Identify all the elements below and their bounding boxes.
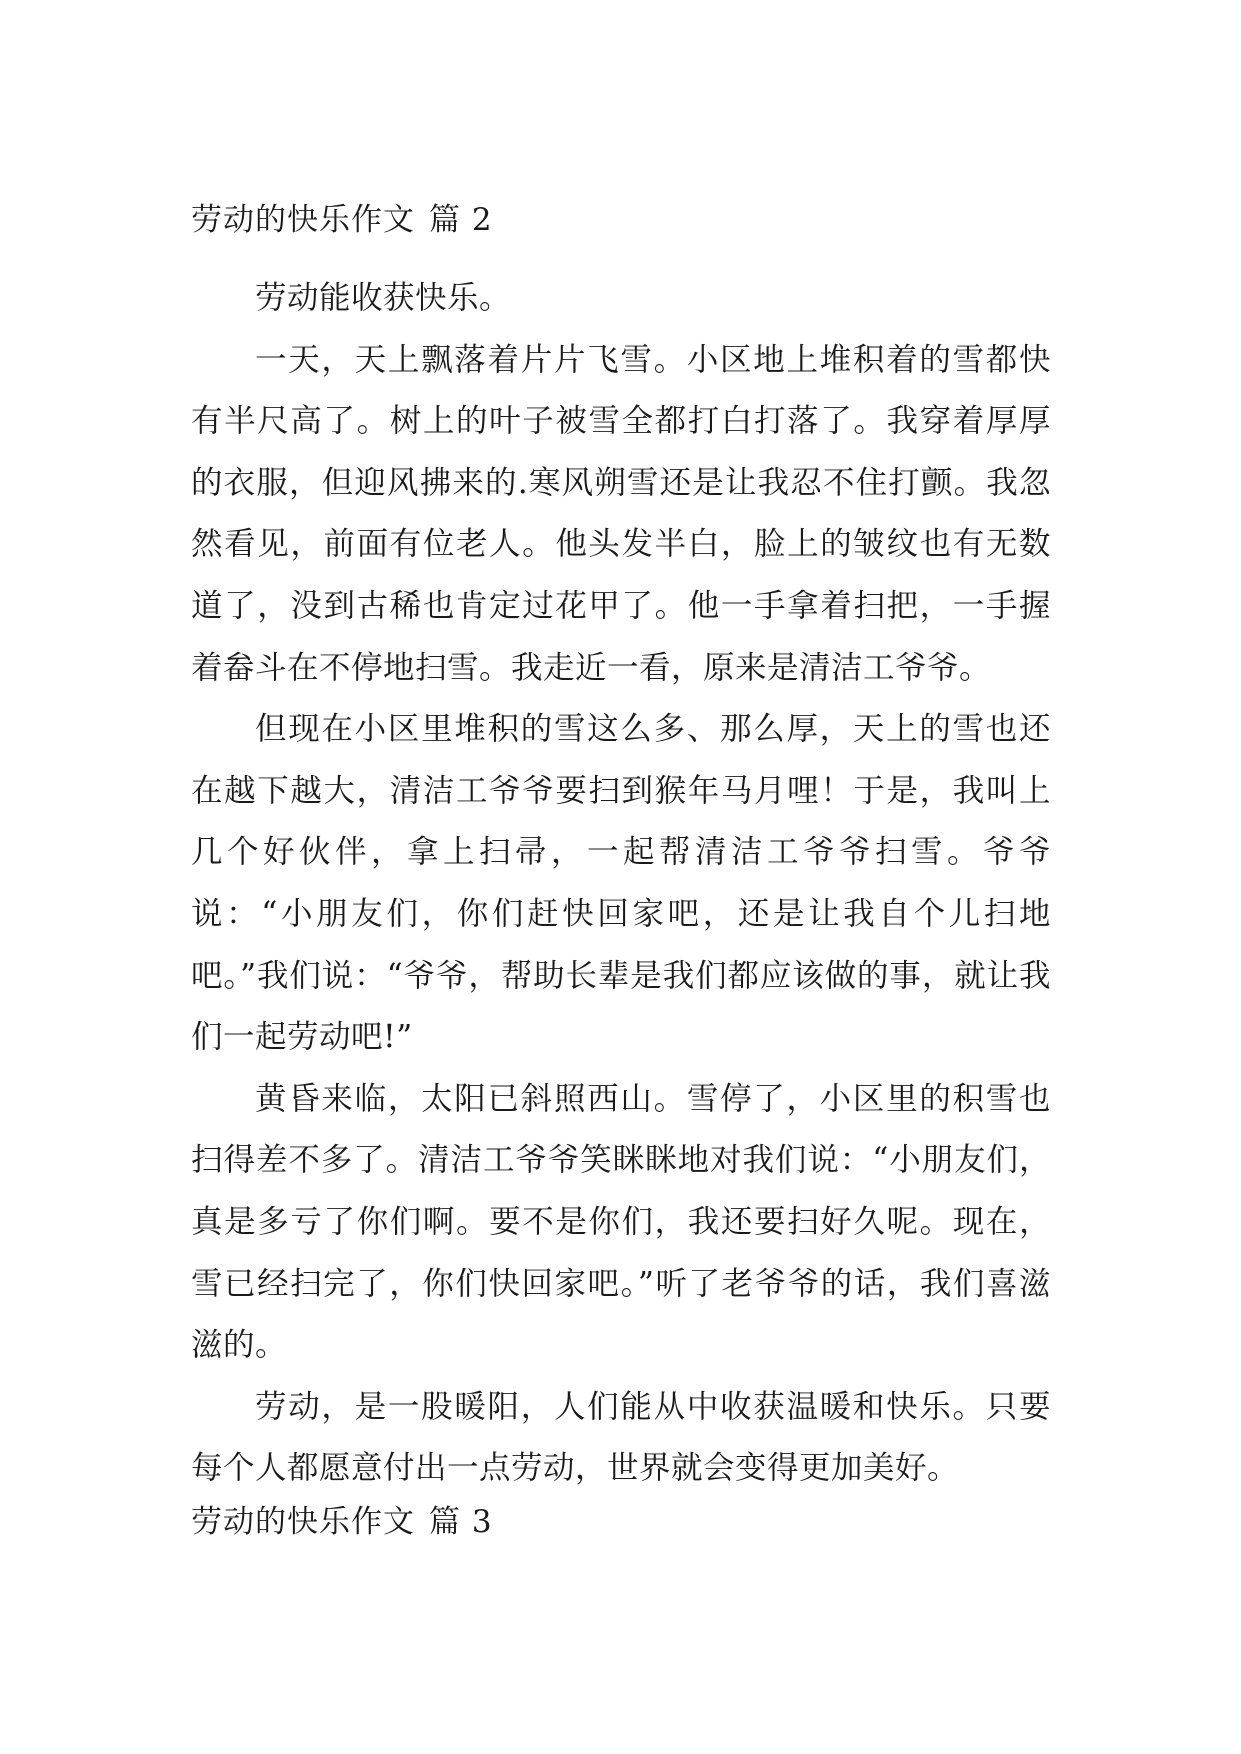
paragraph: 但现在小区里堆积的雪这么多、那么厚，天上的雪也还在越下越大，清洁工爷爷要扫到猴年马月哩！于是，我叫上几个好伙伴，拿上扫帚，一起帮清洁工爷爷扫雪。爷爷说：“小朋友们，你们赶快回家吧，还是让我自个儿扫地吧。”我们说：“爷爷，帮助长辈是我们都应该做的事，就让我们一起劳动吧!” bbox=[191, 711, 1051, 1056]
essay-title: 劳动的快乐作文 bbox=[191, 1504, 415, 1540]
paragraph: 一天，天上飘落着片片飞雪。小区地上堆积着的雪都快有半尺高了。树上的叶子被雪全都打白打落了。我穿着厚厚的衣服，但迎风拂来的.寒风朔雪还是让我忍不住打颤。我忽然看见，前面有位老人。他头发半白，脸上的皱纹也有无数道了，没到古稀也肯定过花甲了。他一手拿着扫把，一手握着畚斗在不停地扫雪。我走近一看，原来是清洁工爷爷。 bbox=[191, 341, 1051, 686]
essay-heading-3 bbox=[191, 1502, 493, 1542]
paragraph: 劳动能收获快乐。 bbox=[255, 280, 512, 316]
paragraph: 黄昏来临，太阳已斜照西山。雪停了，小区里的积雪也扫得差不多了。清洁工爷爷笑眯眯地对我们说：“小朋友们，真是多亏了你们啊。要不是你们，我还要扫好久呢。现在，雪已经扫完了，你们快回家吧。”听了老爷爷的话，我们喜滋滋的。 bbox=[191, 1080, 1051, 1364]
essay-heading-2 bbox=[191, 200, 493, 240]
essay-number: 篇 3 bbox=[429, 1504, 493, 1540]
essay-title: 劳动的快乐作文 bbox=[191, 202, 415, 238]
essay-body bbox=[191, 268, 1051, 1500]
paragraph: 劳动，是一股暖阳，人们能从中收获温暖和快乐。只要每个人都愿意付出一点劳动，世界就会变得更加美好。 bbox=[191, 1388, 1051, 1487]
essay-number: 篇 2 bbox=[429, 202, 493, 238]
